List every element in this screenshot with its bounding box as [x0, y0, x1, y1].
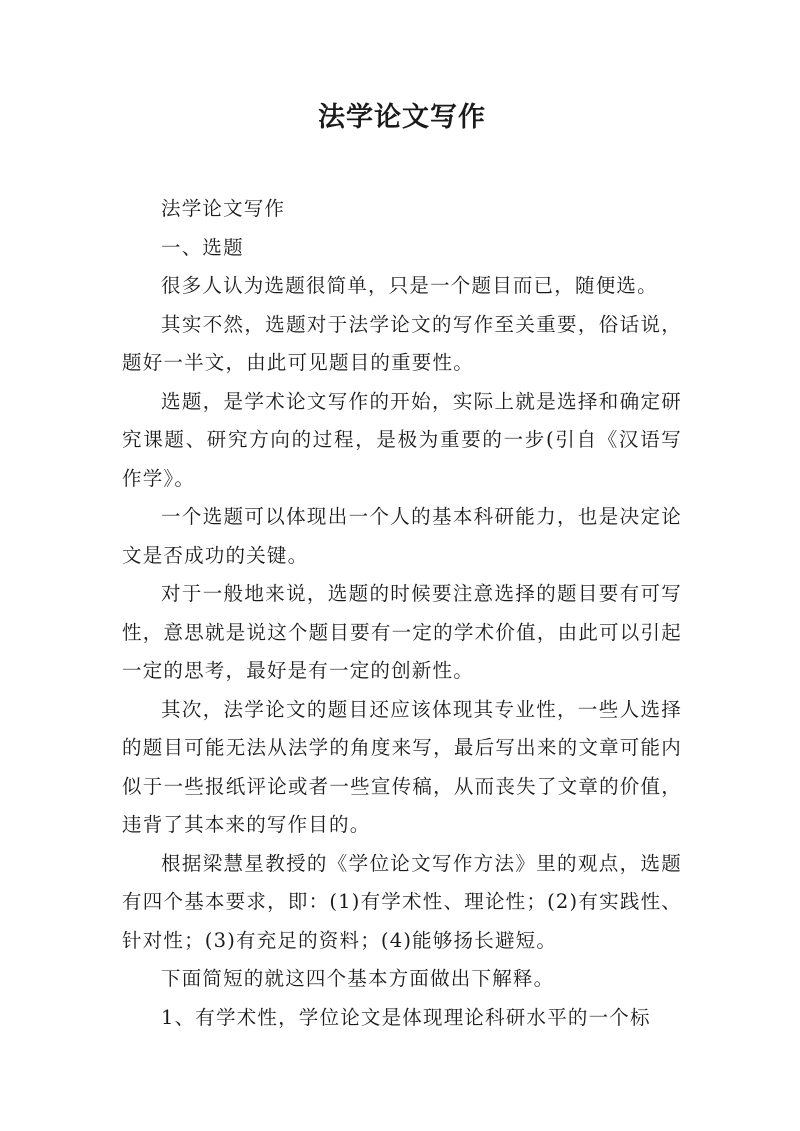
paragraph: 其实不然，选题对于法学论文的写作至关重要，俗话说，题好一半文，由此可见题目的重要性。 — [122, 312, 682, 374]
paragraph: 下面简短的就这四个基本方面做出下解释。 — [161, 967, 555, 990]
paragraph: 根据梁慧星教授的《学位论文写作方法》里的观点，选题有四个基本要求，即：(1)有学术性、理论性；(2)有实践性、针对性；(3)有充足的资料；(4)能够扬长避短。 — [122, 851, 682, 952]
paragraph: 一个选题可以体现出一个人的基本科研能力，也是决定论文是否成功的关键。 — [122, 505, 682, 567]
paragraph-subtitle: 法学论文写作 — [161, 197, 286, 220]
paragraph: 选题，是学术论文写作的开始，实际上就是选择和确定研究课题、研究方向的过程，是极为重要的一步(引自《汉语写作学》。 — [122, 389, 682, 490]
paragraph: 1、有学术性，学位论文是体现理论科研水平的一个标 — [161, 1005, 651, 1029]
document-title: 法学论文写作 — [318, 102, 486, 133]
paragraph: 其次，法学论文的题目还应该体现其专业性，一些人选择的题目可能无法从法学的角度来写，最后写出来的文章可能内似于一些报纸评论或者一些宣传稿，从而丧失了文章的价值，违背了其本来的写作目的。 — [122, 697, 682, 836]
paragraph: 对于一般地来说，选题的时候要注意选择的题目要有可写性，意思就是说这个题目要有一定的学术价值，由此可以引起一定的思考，最好是有一定的创新性。 — [122, 582, 682, 682]
paragraph-section-heading: 一、选题 — [161, 235, 244, 259]
paragraph: 很多人认为选题很简单，只是一个题目而已，随便选。 — [161, 274, 658, 297]
document-body — [122, 190, 682, 1037]
